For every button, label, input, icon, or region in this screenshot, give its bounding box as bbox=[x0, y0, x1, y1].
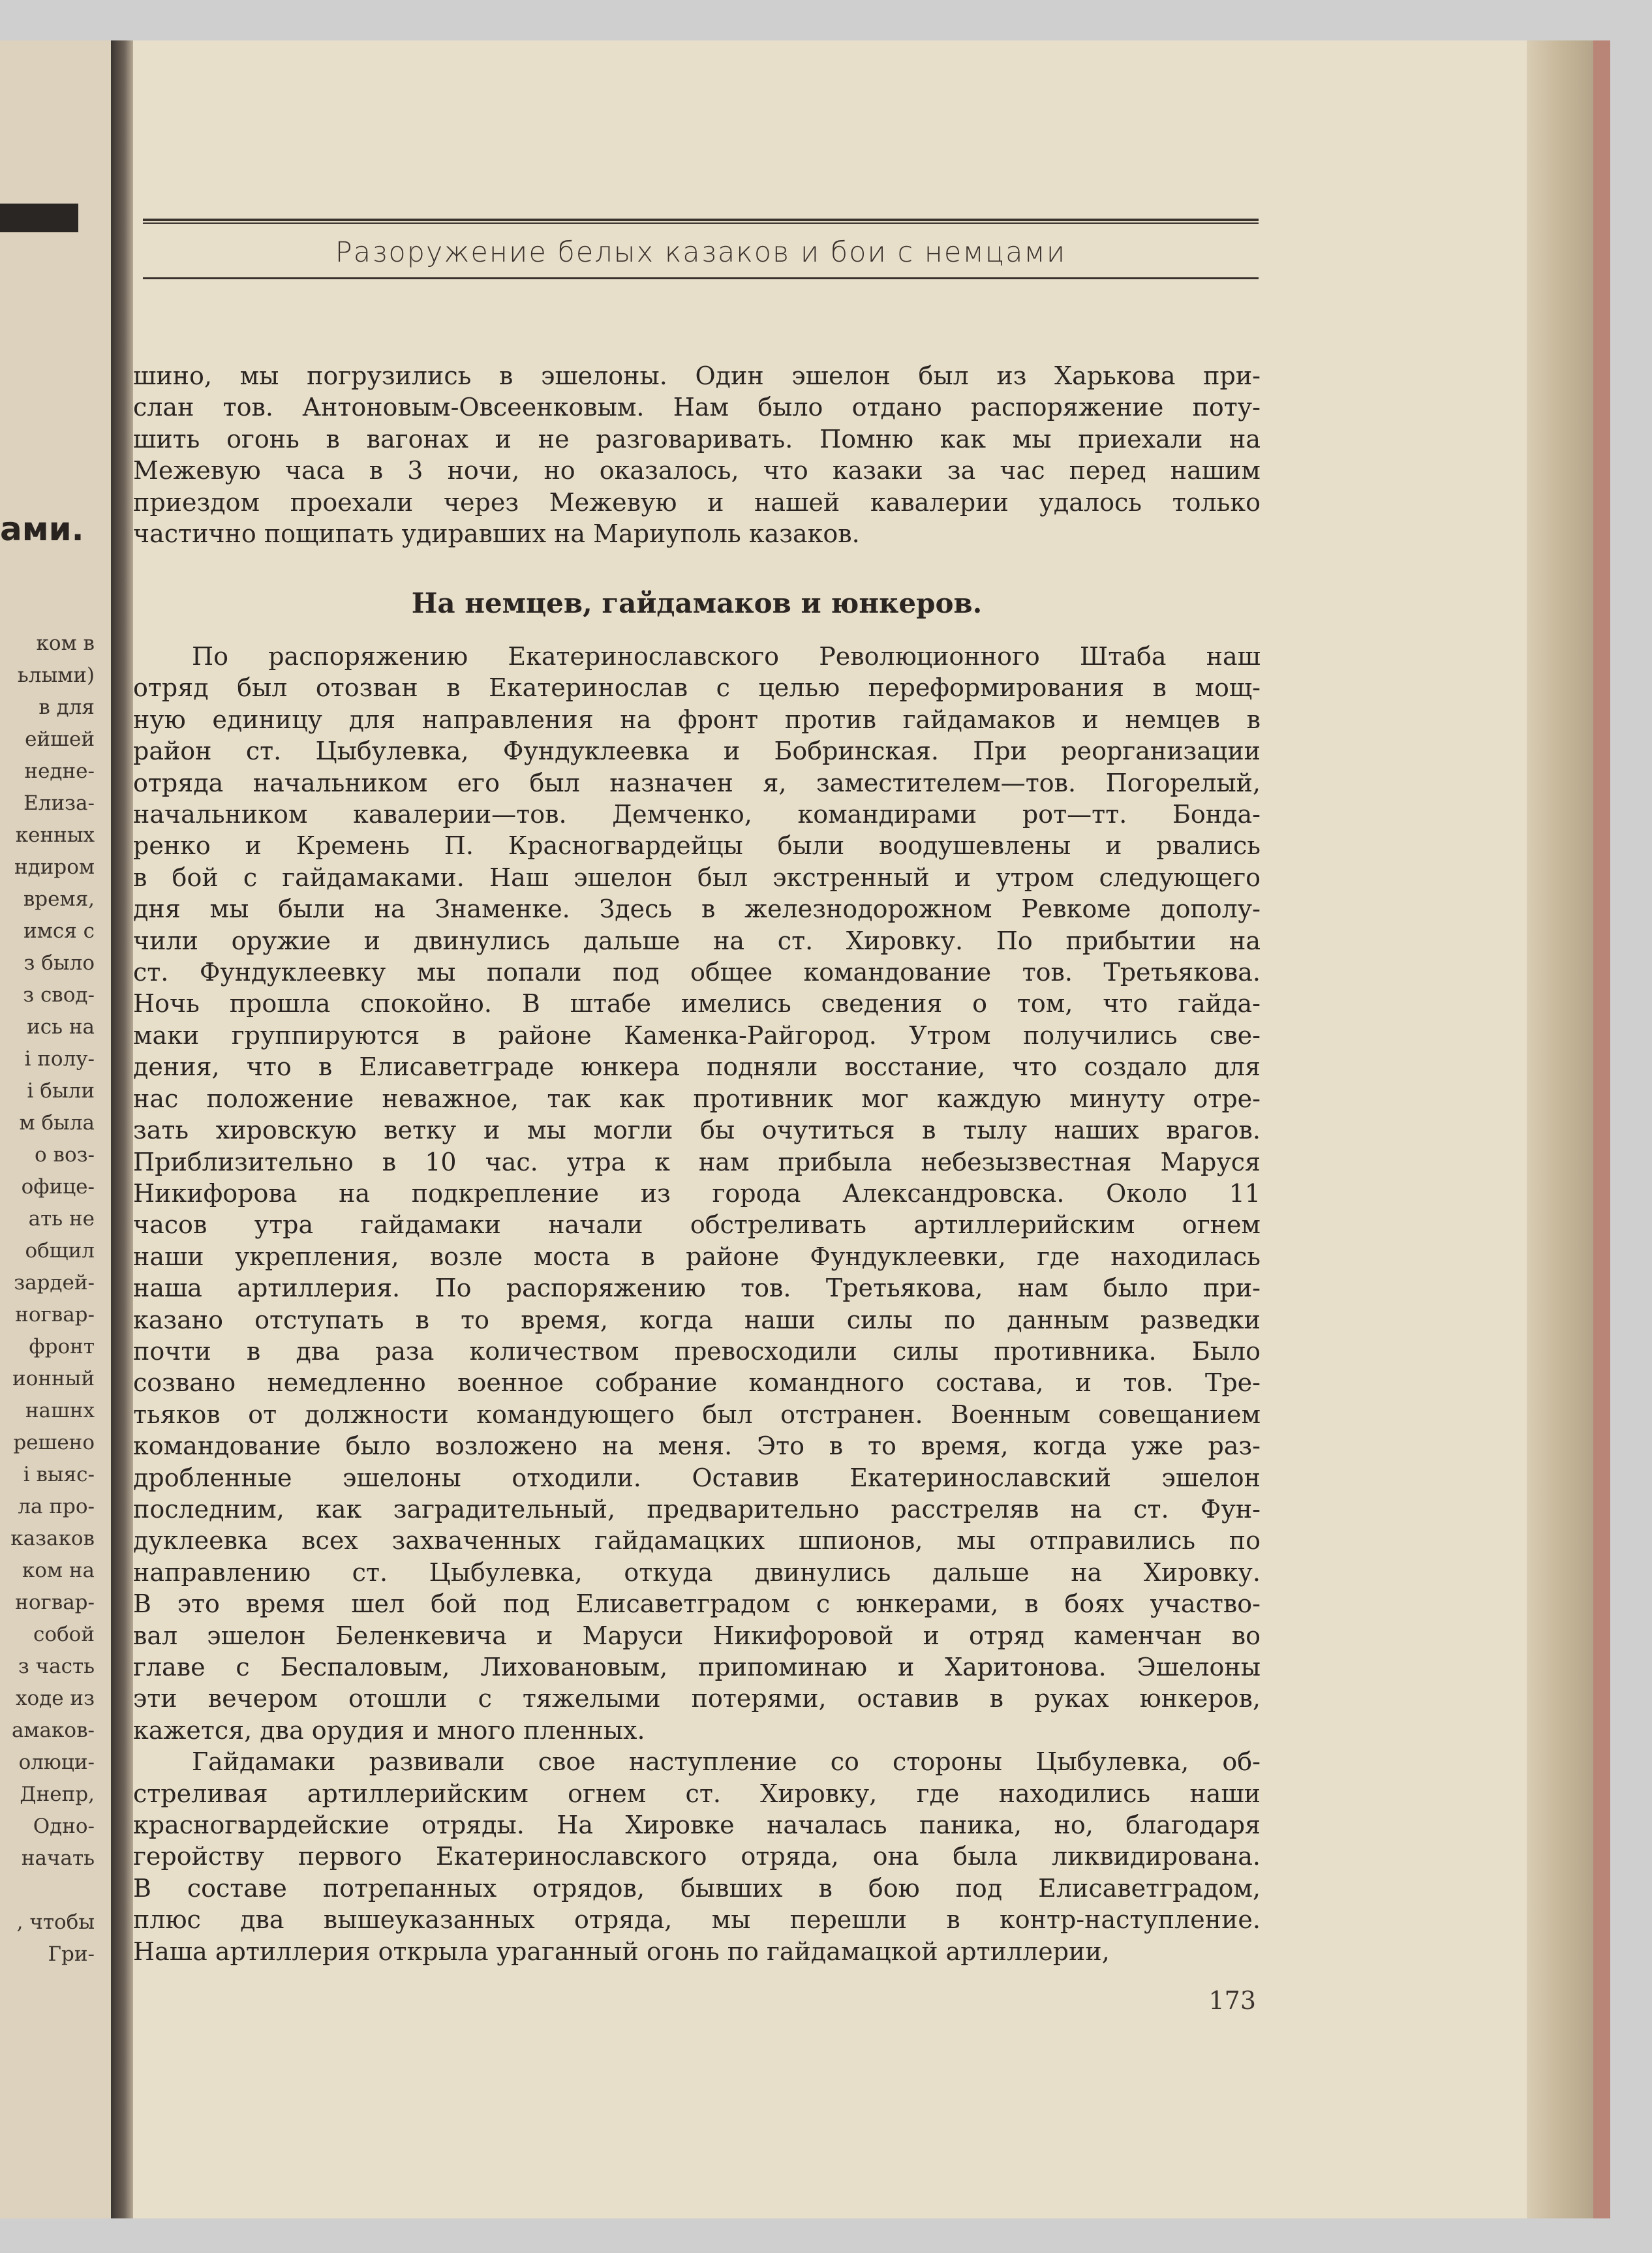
left-page-text-line: время, bbox=[23, 887, 95, 911]
left-page-text-line: і были bbox=[27, 1079, 95, 1103]
left-page-text-line: ком в bbox=[36, 632, 95, 655]
left-page-text-line: ать не bbox=[28, 1207, 95, 1231]
text-line: красногвардейские отряды. На Хировке началась паника, но, благодаря bbox=[133, 1811, 1261, 1840]
left-page-text-line bbox=[0, 1875, 95, 1907]
text-line: Никифорова на подкрепление из города Александровска. Около 11 bbox=[133, 1178, 1261, 1208]
left-page-text-line: з свод- bbox=[23, 983, 95, 1007]
left-page-text-line: фронт bbox=[29, 1335, 95, 1358]
scanned-book-spread bbox=[0, 40, 1610, 2218]
text-line: Ночь прошла спокойно. В штабе имелись сведения о том, что гайда- bbox=[133, 989, 1261, 1019]
text-line: дня мы были на Знаменке. Здесь в железнодорожном Ревкоме дополу- bbox=[133, 895, 1261, 924]
left-page-text-line: нашнх bbox=[25, 1399, 95, 1422]
text-line: Наша артиллерия открыла ураганный огонь по гайдамацкой артиллерии, bbox=[133, 1937, 1110, 1966]
book-cover-edge bbox=[1593, 40, 1610, 2218]
left-page-text-line: ком на bbox=[22, 1559, 95, 1582]
text-line: командование было возложено на меня. Это в то время, когда уже раз- bbox=[133, 1432, 1261, 1461]
left-page-black-bar bbox=[0, 204, 78, 232]
left-page-text-line: общил bbox=[25, 1239, 95, 1263]
text-line: шино, мы погрузились в эшелоны. Один эшелон был из Харькова при- bbox=[133, 361, 1261, 390]
text-line: чили оружие и двинулись дальше на ст. Хировку. По прибытии на bbox=[133, 926, 1261, 955]
book-gutter bbox=[111, 40, 133, 2218]
text-line: последним, как заградительный, предварительно расстреляв на ст. Фун- bbox=[133, 1494, 1261, 1524]
left-page-text-line: ндиром bbox=[14, 855, 95, 879]
left-page-text-line: з часть bbox=[18, 1655, 95, 1678]
text-line: главе с Беспаловым, Лиховановым, припоминаю и Харитонова. Эшелоны bbox=[133, 1653, 1261, 1681]
text-line: дуклеевка всех захваченных гайдамацких шпионов, мы отправились по bbox=[133, 1526, 1261, 1556]
left-page-text-line: зардей- bbox=[14, 1271, 95, 1295]
text-line: наша артиллерия. По распоряжению тов. Третьякова, нам было при- bbox=[133, 1274, 1261, 1303]
text-line: Межевую часа в 3 ночи, но оказалось, что казаки за час перед нашим bbox=[133, 456, 1261, 485]
text-line: начальником кавалерии—тов. Демченко, командирами рот—тт. Бонда- bbox=[133, 800, 1261, 829]
left-facing-page bbox=[0, 40, 114, 2218]
left-page-text-line: олюци- bbox=[18, 1751, 95, 1774]
text-line: наши укрепления, возле моста в районе Фундуклеевки, где находилась bbox=[133, 1242, 1261, 1271]
left-page-text-line: ьлыми) bbox=[17, 664, 95, 687]
text-line: в бой с гайдамаками. Наш эшелон был экстренный и утром следующего bbox=[133, 863, 1261, 892]
text-line: созвано немедленно военное собрание командного состава, и тов. Тре- bbox=[133, 1368, 1261, 1398]
text-line: маки группируются в районе Каменка-Райгород. Утром получились све- bbox=[133, 1020, 1261, 1050]
text-line: район ст. Цыбулевка, Фундуклеевка и Бобринская. При реорганизации bbox=[133, 737, 1261, 766]
text-line: В это время шел бой под Елисаветградом с юнкерами, в боях участво- bbox=[133, 1589, 1261, 1619]
text-line: вал эшелон Беленкевича и Маруси Никифоровой и отряд каменчан во bbox=[133, 1621, 1261, 1650]
page-number: 173 bbox=[1208, 1986, 1256, 2015]
text-line: часов утра гайдамаки начали обстреливать артиллерийским огнем bbox=[133, 1210, 1261, 1240]
left-page-text-line: в для bbox=[38, 696, 95, 719]
section-title: На немцев, гайдамаков и юнкеров. bbox=[411, 587, 983, 619]
text-line: частично пощипать удиравших на Мариуполь казаков. bbox=[133, 519, 860, 549]
left-page-text-line: і полу- bbox=[24, 1047, 95, 1071]
text-line: слан тов. Антоновым-Овсеенковым. Нам было отдано распоряжение поту- bbox=[133, 393, 1261, 422]
text-line: кажется, два орудия и много пленных. bbox=[133, 1715, 645, 1745]
text-line: эти вечером отошли с тяжелыми потерями, оставив в руках юнкеров, bbox=[133, 1684, 1261, 1713]
left-page-text-line: имся с bbox=[23, 919, 95, 943]
text-line: отряд был отозван в Екатеринослав с целью переформирования в мощ- bbox=[133, 673, 1261, 703]
left-page-heading-fragment: ами. bbox=[0, 510, 84, 548]
left-page-text-line: решено bbox=[13, 1431, 95, 1454]
left-page-text-line: Гри- bbox=[48, 1942, 95, 1966]
left-page-text-line: о воз- bbox=[34, 1143, 95, 1167]
right-page bbox=[133, 40, 1527, 2218]
text-line: стреливая артиллерийским огнем ст. Хировку, где находились наши bbox=[133, 1779, 1261, 1808]
running-head: Разоружение белых казаков и бои с немцами bbox=[335, 236, 1067, 269]
section-body bbox=[133, 641, 1261, 1967]
text-line: нас положение неважное, так как противник мог каждую минуту отре- bbox=[133, 1084, 1261, 1113]
left-page-text-line: з было bbox=[23, 951, 95, 975]
header-rule bbox=[143, 277, 1259, 279]
text-line: ренко и Кремень П. Красногвардейцы были воодушевлены и рвались bbox=[133, 831, 1261, 861]
left-page-text-line: казаков bbox=[10, 1527, 95, 1550]
text-line: дения, что в Елисаветграде юнкера подняли восстание, что создало для bbox=[133, 1052, 1261, 1082]
left-page-text-line: Одно- bbox=[33, 1815, 95, 1838]
left-page-text-line: кенных bbox=[15, 823, 95, 847]
text-line: отряда начальником его был назначен я, заместителем—тов. Погорелый, bbox=[133, 768, 1261, 797]
text-line: геройству первого Екатеринославского отряда, она была ликвидирована. bbox=[133, 1842, 1261, 1871]
text-line: направлению ст. Цыбулевка, откуда двинулись дальше на Хировку. bbox=[133, 1557, 1261, 1587]
left-page-text-line: Днепр, bbox=[20, 1783, 95, 1806]
paragraph-2 bbox=[133, 641, 1261, 1746]
left-page-text-line: і выяс- bbox=[23, 1463, 95, 1486]
paragraph-3 bbox=[133, 1746, 1261, 1967]
text-line: По распоряжению Екатеринославского Революционного Штаба наш bbox=[192, 642, 1261, 671]
text-line: казано отступать в то время, когда наши силы по данным разведки bbox=[133, 1305, 1261, 1334]
header-double-rule bbox=[143, 219, 1259, 224]
left-page-text-line: ись на bbox=[27, 1015, 95, 1039]
text-line: шить огонь в вагонах и не разговаривать. Помню как мы приехали на bbox=[133, 424, 1261, 453]
left-page-text-line: собой bbox=[33, 1623, 95, 1646]
paragraph-1 bbox=[133, 360, 1261, 549]
text-line: ст. Фундуклеевку мы попали под общее командование тов. Третьякова. bbox=[133, 958, 1261, 987]
text-line: ную единицу для направления на фронт против гайдамаков и немцев в bbox=[133, 705, 1261, 734]
left-page-text-line: Елиза- bbox=[23, 791, 95, 815]
text-line: зать хировскую ветку и мы могли бы очутиться в тылу наших врагов. bbox=[133, 1116, 1261, 1145]
page-edge-stack bbox=[1527, 40, 1610, 2218]
left-page-text-line: м была bbox=[19, 1111, 95, 1135]
text-line: дробленные эшелоны отходили. Оставив Екатеринославский эшелон bbox=[133, 1463, 1261, 1492]
left-page-text-line: офице- bbox=[21, 1175, 95, 1199]
left-page-text-line: ла про- bbox=[18, 1495, 95, 1518]
left-page-text-line: недне- bbox=[24, 759, 95, 783]
left-page-text-line: ногвар- bbox=[15, 1591, 95, 1614]
text-line: Приблизительно в 10 час. утра к нам прибыла небезызвестная Маруся bbox=[133, 1147, 1261, 1176]
text-line: плюс два вышеуказанных отряда, мы перешли в контр-наступление. bbox=[133, 1905, 1261, 1935]
left-page-text-line: ходе из bbox=[15, 1687, 95, 1710]
text-line: почти в два раза количеством превосходили силы противника. Было bbox=[133, 1336, 1261, 1366]
text-line: тьяков от должности командующего был отстранен. Военным совещанием bbox=[133, 1400, 1261, 1429]
left-page-text-line: ионный bbox=[12, 1367, 95, 1390]
left-page-text-fragments bbox=[0, 628, 95, 1970]
text-line: Гайдамаки развивали свое наступление со стороны Цыбулевка, об- bbox=[192, 1747, 1261, 1777]
left-page-text-line: ногвар- bbox=[15, 1303, 95, 1326]
text-line: В составе потрепанных отрядов, бывших в бою под Елисаветградом, bbox=[133, 1873, 1261, 1903]
left-page-text-line: амаков- bbox=[11, 1719, 95, 1742]
text-line: приездом проехали через Межевую и нашей кавалерии удалось только bbox=[133, 487, 1261, 517]
left-page-text-line: ейшей bbox=[25, 728, 95, 751]
left-page-text-line: начать bbox=[21, 1847, 95, 1870]
left-page-text-line: , чтобы bbox=[16, 1910, 95, 1934]
